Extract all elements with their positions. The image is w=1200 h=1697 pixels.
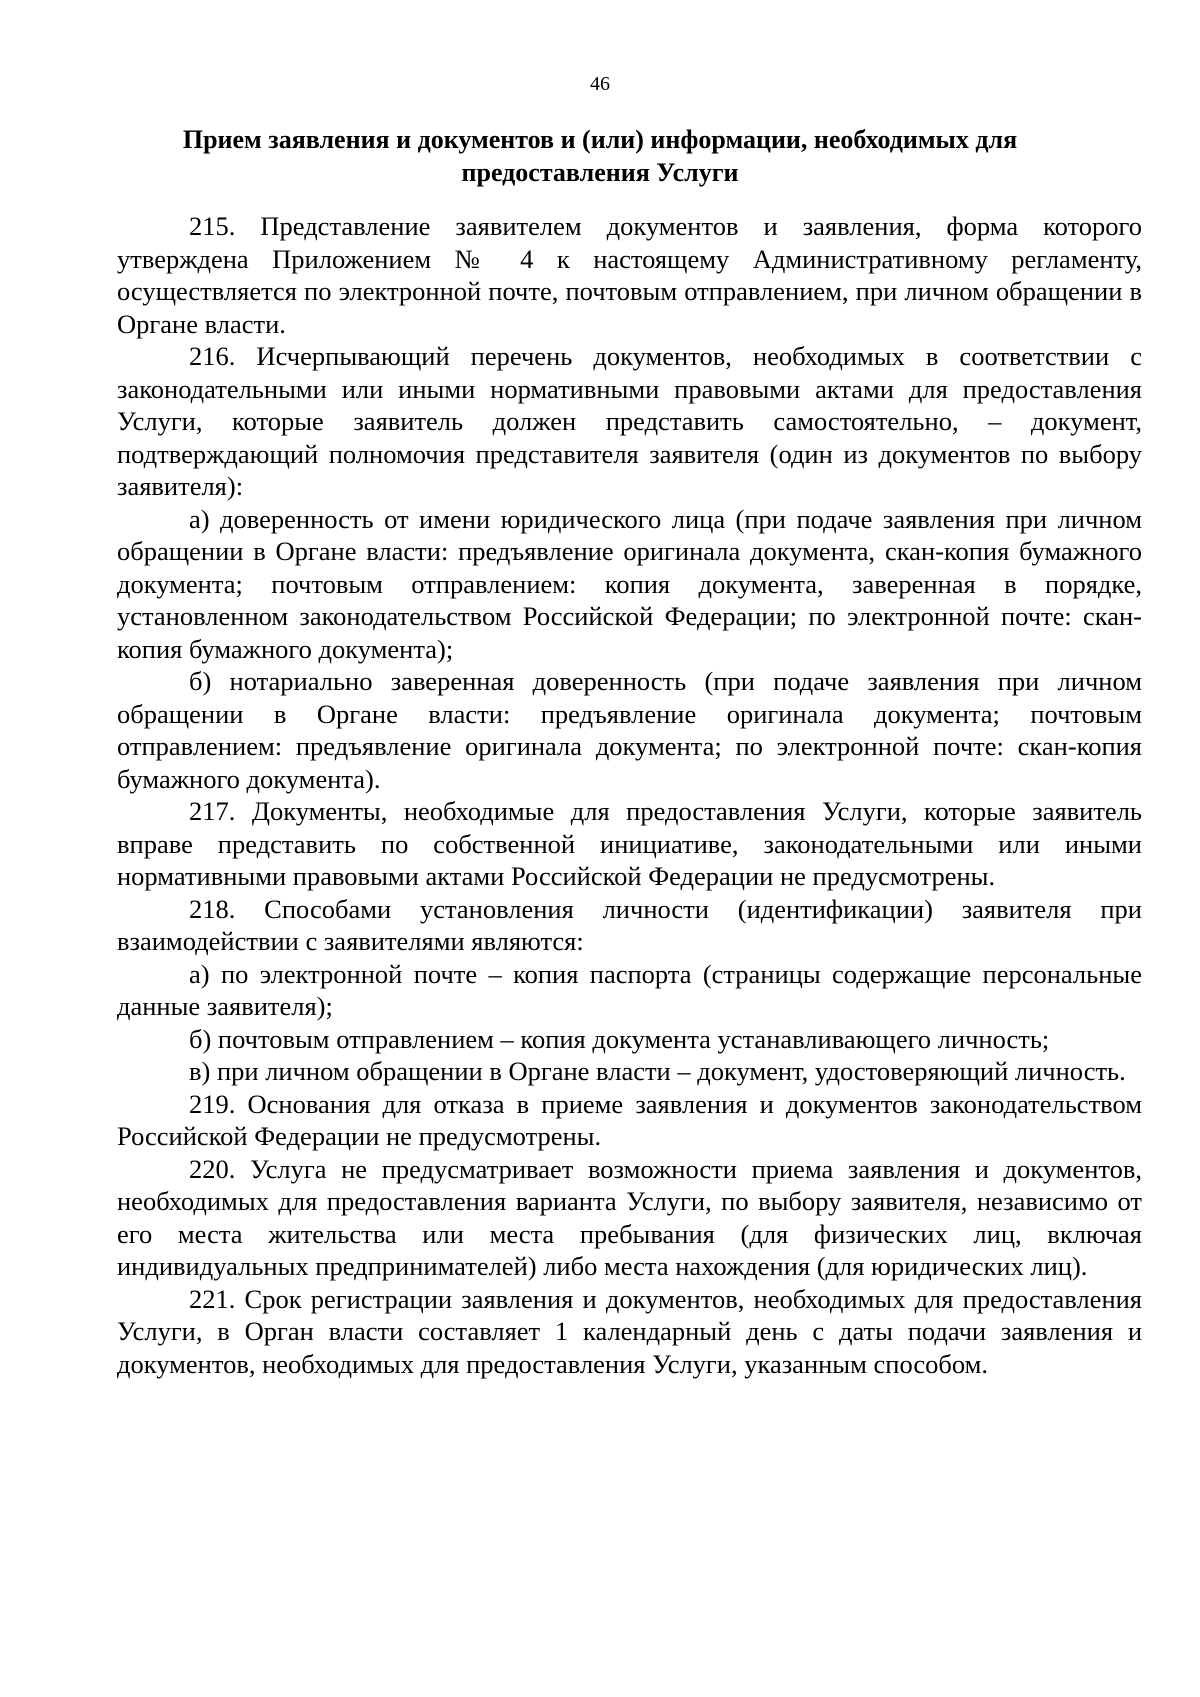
paragraph-218-a: а) по электронной почте – копия паспорта (страницы содержащие персональные данные заявителя); bbox=[117, 958, 1142, 1021]
paragraph-216-b: б) нотариально заверенная доверенность (при подаче заявления при личном обращении в Органе власти: предъявление оригинала документа; почтовым отправлением: предъявление оригинала документа; по электронной почте: скан-копия бумажного документа). bbox=[117, 666, 1142, 794]
paragraph-216: 216. Исчерпывающий перечень документов, необходимых в соответствии с законодательными или иными нормативными правовыми актами для предоставления Услуги, которые заявитель должен представить самостоятельно, – документ, подтверждающий полномочия представителя заявителя (один из документов по выбору заявителя): bbox=[117, 341, 1142, 501]
paragraph-218-v: в) при личном обращении в Органе власти – документ, удостоверяющий личность. bbox=[189, 1056, 1126, 1086]
page-number: 46 bbox=[590, 73, 610, 95]
document-body bbox=[117, 210, 1142, 1380]
paragraph-220: 220. Услуга не предусматривает возможности приема заявления и документов, необходимых для предоставления варианта Услуги, по выбору заявителя, независимо от его места жительства или места пребывания (для физических лиц, включая индивидуальных предпринимателей) либо места нахождения (для юридических лиц). bbox=[117, 1153, 1142, 1281]
paragraph-218: 218. Способами установления личности (идентификации) заявителя при взаимодействии с заявителями являются: bbox=[117, 893, 1142, 956]
paragraph-221: 221. Срок регистрации заявления и документов, необходимых для предоставления Услуги, в Орган власти составляет 1 календарный день с даты подачи заявления и документов, необходимых для предоставления Услуги, указанным способом. bbox=[117, 1283, 1142, 1379]
section-heading: Прием заявления и документов и (или) информации, необходимых для предоставления Услуги bbox=[182, 125, 1018, 187]
paragraph-218-b: б) почтовым отправлением – копия документа устанавливающего личность; bbox=[189, 1023, 1050, 1054]
paragraph-217: 217. Документы, необходимые для предоставления Услуги, которые заявитель вправе представить по собственной инициативе, законодательными или иными нормативными правовыми актами Российской Федерации не предусмотрены. bbox=[117, 796, 1142, 891]
paragraph-216-a: а) доверенность от имени юридического лица (при подаче заявления при личном обращении в Органе власти: предъявление оригинала документа, скан-копия бумажного документа; почтовым отправлением: копия документа, заверенная в порядке, установленном законодательством Российской Федерации; по электронной почте: скан-копия бумажного документа); bbox=[117, 503, 1142, 664]
paragraph-215: 215. Представление заявителем документов и заявления, форма которого утверждена Приложением № 4 к настоящему Административному регламенту, осуществляется по электронной почте, почтовым отправлением, при личном обращении в Органе власти. bbox=[117, 211, 1142, 339]
paragraph-219: 219. Основания для отказа в приеме заявления и документов законодательством Российской Федерации не предусмотрены. bbox=[117, 1088, 1142, 1151]
